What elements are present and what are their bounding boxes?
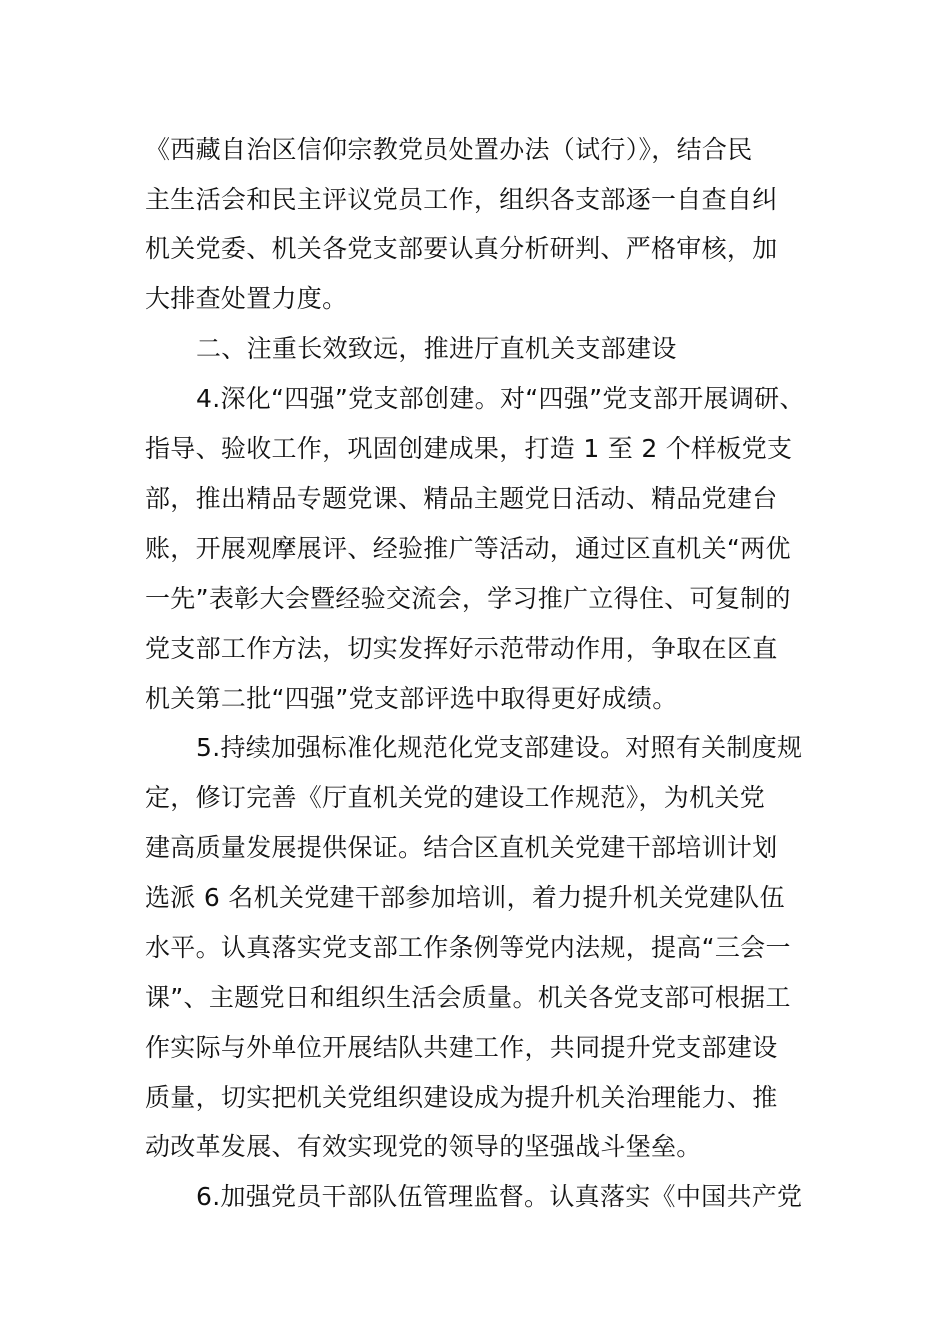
paragraph-line: 建高质量发展提供保证。结合区直机关党建干部培训计划 bbox=[145, 833, 778, 862]
paragraph-line: 选派 6 名机关党建干部参加培训，着力提升机关党建队伍 bbox=[145, 883, 785, 912]
section-heading: 二、注重长效致远，推进厅直机关支部建设 bbox=[196, 334, 677, 363]
paragraph-line: 定，修订完善《厅直机关党的建设工作规范》，为机关党 bbox=[145, 783, 766, 812]
paragraph-line: 一先”表彰大会暨经验交流会，学习推广立得住、可复制的 bbox=[145, 584, 791, 613]
paragraph-line: 指导、验收工作，巩固创建成果，打造 1 至 2 个样板党支 bbox=[145, 434, 793, 463]
paragraph-line: 质量，切实把机关党组织建设成为提升机关治理能力、推 bbox=[145, 1083, 778, 1112]
paragraph-line: 《西藏自治区信仰宗教党员处置办法（试行）》，结合民 bbox=[145, 135, 753, 164]
paragraph-line: 部，推出精品专题党课、精品主题党日活动、精品党建台 bbox=[145, 484, 778, 513]
paragraph-line: 账，开展观摩展评、经验推广等活动，通过区直机关“两优 bbox=[145, 534, 791, 563]
paragraph-line: 机关党委、机关各党支部要认真分析研判、严格审核，加 bbox=[145, 234, 778, 263]
paragraph-line: 主生活会和民主评议党员工作，组织各支部逐一自查自纠 bbox=[145, 185, 778, 214]
paragraph-line: 课”、主题党日和组织生活会质量。机关各党支部可根据工 bbox=[145, 983, 791, 1012]
item-6-heading: 6.加强党员干部队伍管理监督。认真落实《中国共产党 bbox=[196, 1182, 803, 1211]
paragraph-line: 机关第二批“四强”党支部评选中取得更好成绩。 bbox=[145, 684, 678, 713]
item-4-heading: 4.深化“四强”党支部创建。对“四强”党支部开展调研、 bbox=[196, 384, 805, 413]
paragraph-line: 动改革发展、有效实现党的领导的坚强战斗堡垒。 bbox=[145, 1132, 702, 1161]
paragraph-line: 党支部工作方法，切实发挥好示范带动作用，争取在区直 bbox=[145, 634, 778, 663]
item-5-heading: 5.持续加强标准化规范化党支部建设。对照有关制度规 bbox=[196, 733, 803, 762]
paragraph-line: 作实际与外单位开展结队共建工作，共同提升党支部建设 bbox=[145, 1033, 778, 1062]
paragraph-line: 水平。认真落实党支部工作条例等党内法规，提高“三会一 bbox=[145, 933, 791, 962]
paragraph-line: 大排查处置力度。 bbox=[145, 284, 348, 313]
